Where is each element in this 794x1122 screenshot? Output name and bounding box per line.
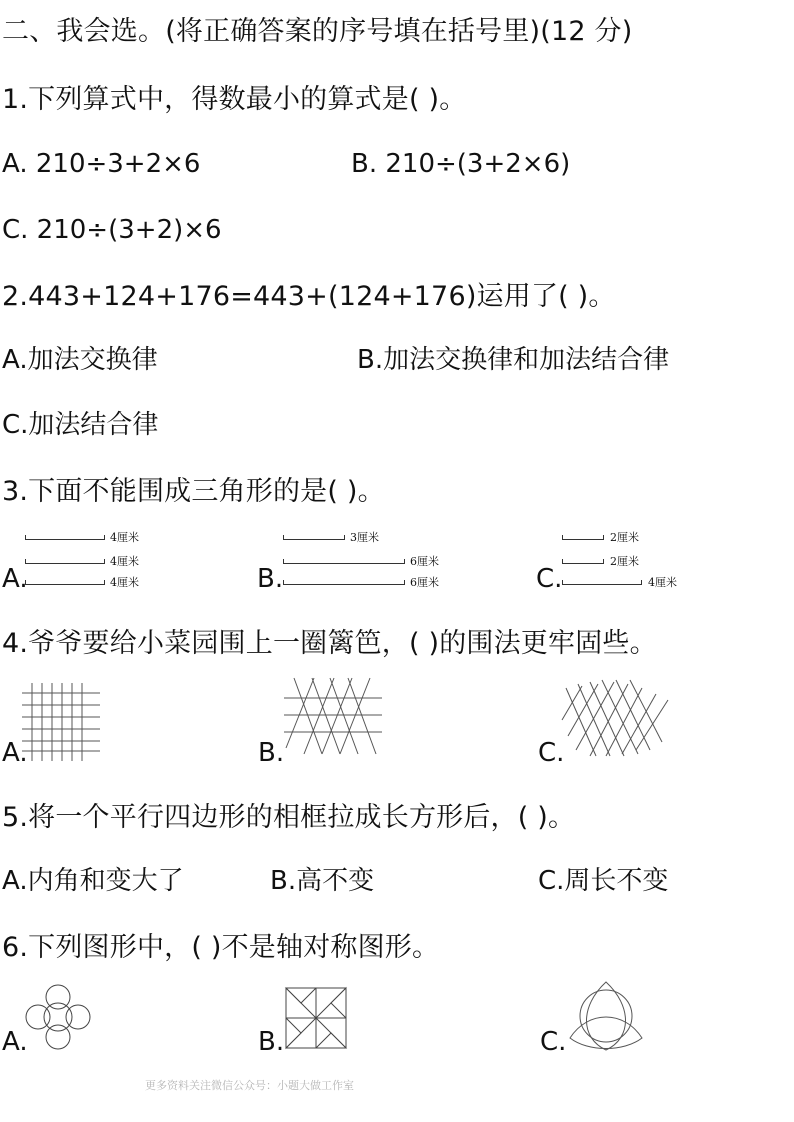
segment-a3-label: 4厘米	[110, 576, 139, 589]
fence-triangle-lattice	[284, 678, 384, 758]
question-5-option-c: C.周长不变	[538, 866, 669, 896]
pinwheel-figure	[284, 986, 348, 1050]
question-3-letter-c: C.	[536, 564, 563, 594]
question-6-letter-a: A.	[2, 1027, 28, 1057]
segment-b3-label: 6厘米	[410, 576, 439, 589]
question-1-stem: 1.下列算式中，得数最小的算式是( )。	[2, 84, 467, 115]
segment-c3	[562, 580, 642, 585]
question-2-option-c: C.加法结合律	[2, 410, 159, 440]
question-6-letter-b: B.	[258, 1027, 285, 1057]
section-title: 二、我会选。(将正确答案的序号填在括号里)(12 分)	[2, 16, 633, 47]
segment-c2	[562, 559, 604, 564]
question-4-stem: 4.爷爷要给小菜园围上一圈篱笆，( )的围法更牢固些。	[2, 628, 657, 659]
question-1-option-b: B. 210÷(3+2×6)	[351, 149, 571, 179]
segment-a3	[25, 580, 105, 585]
segment-a2	[25, 559, 105, 564]
segment-b1-label: 3厘米	[350, 531, 379, 544]
question-1-option-c: C. 210÷(3+2)×6	[2, 215, 222, 245]
question-5-stem: 5.将一个平行四边形的相框拉成长方形后，( )。	[2, 802, 576, 833]
question-3-stem: 3.下面不能围成三角形的是( )。	[2, 476, 385, 507]
segment-c3-label: 4厘米	[648, 576, 677, 589]
segment-a1	[25, 535, 105, 540]
question-2-option-b: B.加法交换律和加法结合律	[357, 345, 670, 375]
question-2-stem: 2.443+124+176=443+(124+176)运用了( )。	[2, 281, 616, 312]
question-5-option-b: B.高不变	[270, 866, 375, 896]
segment-c1	[562, 535, 604, 540]
segment-c1-label: 2厘米	[610, 531, 639, 544]
segment-a1-label: 4厘米	[110, 531, 139, 544]
segment-b3	[283, 580, 405, 585]
question-4-letter-a: A.	[2, 738, 28, 768]
fence-diamond-lattice	[562, 680, 672, 760]
footer-watermark: 更多资料关注微信公众号：小题大做工作室	[145, 1079, 354, 1092]
segment-c2-label: 2厘米	[610, 555, 639, 568]
segment-b2-label: 6厘米	[410, 555, 439, 568]
segment-b2	[283, 559, 405, 564]
segment-a2-label: 4厘米	[110, 555, 139, 568]
flower-circles-figure	[24, 985, 94, 1051]
question-5-option-a: A.内角和变大了	[2, 866, 184, 896]
fence-square-grid	[22, 683, 102, 763]
question-3-letter-b: B.	[257, 564, 284, 594]
question-3-letter-a: A.	[2, 564, 28, 594]
question-4-letter-b: B.	[258, 738, 285, 768]
question-6-letter-c: C.	[540, 1027, 567, 1057]
question-4-letter-c: C.	[538, 738, 565, 768]
question-2-option-a: A.加法交换律	[2, 345, 158, 375]
triquetra-circle-figure	[566, 976, 646, 1052]
question-6-stem: 6.下列图形中，( )不是轴对称图形。	[2, 932, 440, 963]
question-1-option-a: A. 210÷3+2×6	[2, 149, 201, 179]
segment-b1	[283, 535, 345, 540]
